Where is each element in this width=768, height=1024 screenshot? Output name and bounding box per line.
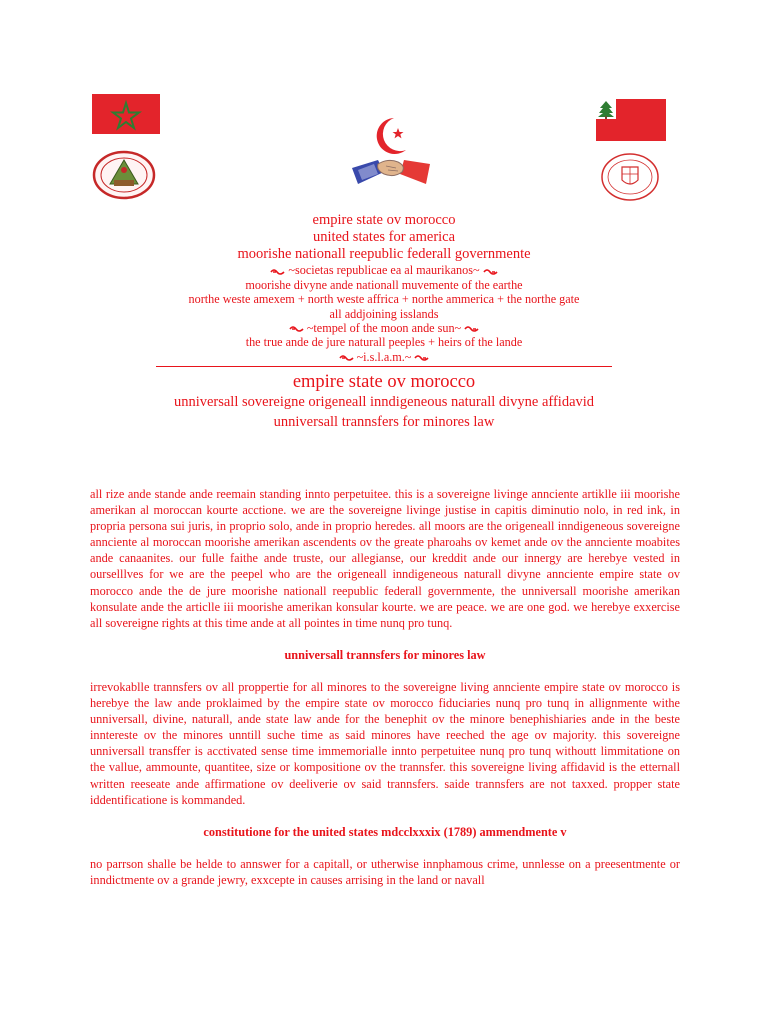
document-subtitle-1: unniversall sovereigne origeneall inndigeneous naturall divyne affidavid — [173, 394, 595, 411]
body-paragraph-3: no parrson shalle be helde to annswer for a capitall, or utherwise innphamous crime, unnlesse on a preesentmente or inndictmente ov a grande jewry, exxcepte in causes arrising in the land or navall — [90, 856, 680, 887]
header-line-7: all addjoining isslands — [329, 306, 439, 321]
document-title: empire state ov morocco — [292, 372, 476, 393]
header-divider — [156, 366, 612, 367]
societas-text: ~societas republicae ea al maurikanos~ — [288, 263, 480, 278]
header-line-5: moorishe divyne ande nationall muvemente of the earthe — [245, 277, 523, 292]
header-line-10 — [80, 350, 688, 364]
header-line-8 — [80, 321, 688, 335]
header-line-3: moorishe nationall reepublic federall governmente — [237, 246, 531, 263]
header-line-2: united states for america — [312, 229, 456, 246]
body-paragraph-1: all rize ande stande ande reemain standing innto perpetuitee. this is a sovereigne livinge annciente artiklle iii moorishe amerikan al moroccan kourte acctione. we are the sovereigne livinge justise in capitis diminutio nolo, in red ink, in propria persona sui juris, in proprio solo, ande in proprio heredes. all moors are the origeneall inndigeneous sovereigne annciente al moroccan moorishe amerikan ascendents ov the greate pharoahs ov kemet ande ov the annciente moabites ande canaanites. our fulle faithe ande truste, our allegianse, our kreddit ande our innergy are herebye vested in ourselllves for we are the peepel who are the origeneall inndigeneous naturall divyne annciente empire state ov morocco ande the de jure moorishe nationall reepublic federall governmente, the unniversall moorishe amerikan konsulate ande the articlle iii moorishe amerikan konsular kourte. we are peace. we are one god. we herebye exxercise all sovereigne rights at this time ande at all pointes in time nunq pro tunq. — [90, 487, 680, 630]
header-line-9: the true ande de jure naturall peeples + heirs of the lande — [245, 335, 523, 350]
section-heading-constitution: constitutione for the united states mdcclxxxix (1789) ammendmente v — [203, 824, 567, 839]
document-body — [90, 486, 680, 888]
ornament-icon — [270, 268, 285, 276]
right-seal-icon — [600, 152, 660, 202]
section-heading-transfers: unniversall trannsfers for minores law — [284, 647, 486, 662]
body-paragraph-2: irrevokablle trannsfers ov all proppertie for all minores to the sovereigne living annciente empire state ov morocco is herebye the law ande proklaimed by the empire state ov morocco fiduciaries nunq pro tunq in allignmente withe unniversall, divine, naturall, ande state law ande for the benephit ov the minore benephishiaries ande in the beste inntereste ov the minores unntill suche time as said minores have reeched the age ov majority. this sovereigne unniversall transffer is acctivated sense time immemorialle innto perpetuitee nunq pro tunq withoutt limmitatione on the vallue, ammounte, quantitee, size or kompositione ov the trannsfer. this sovereigne living affidavid is the etternall written reeseate ande affirmatione ov deeliverie ov said trannsfers. saide trannsfers are not taxxed. propper state iddentificatione is kommanded. — [90, 679, 680, 807]
red-flag-with-pine-tree-icon — [596, 99, 666, 141]
morocco-flag-icon — [92, 94, 160, 134]
left-seal-icon — [92, 150, 156, 200]
tempel-text: ~tempel of the moon ande sun~ — [306, 320, 462, 335]
document-header — [80, 212, 688, 431]
ornament-icon — [483, 268, 498, 276]
islam-text: ~i.s.l.a.m.~ — [356, 349, 412, 364]
header-line-4 — [80, 263, 688, 277]
header-line-6: northe weste amexem + north weste affrica + northe ammerica + the northe gate — [188, 292, 580, 307]
document-subtitle-2: unniversall trannsfers for minores law — [273, 413, 495, 430]
crescent-star-handshake-icon — [348, 114, 434, 196]
ornament-icon — [339, 354, 354, 362]
ornament-icon — [414, 354, 429, 362]
ornament-icon — [289, 325, 304, 333]
ornament-icon — [464, 325, 479, 333]
header-line-1: empire state ov morocco — [312, 212, 456, 228]
